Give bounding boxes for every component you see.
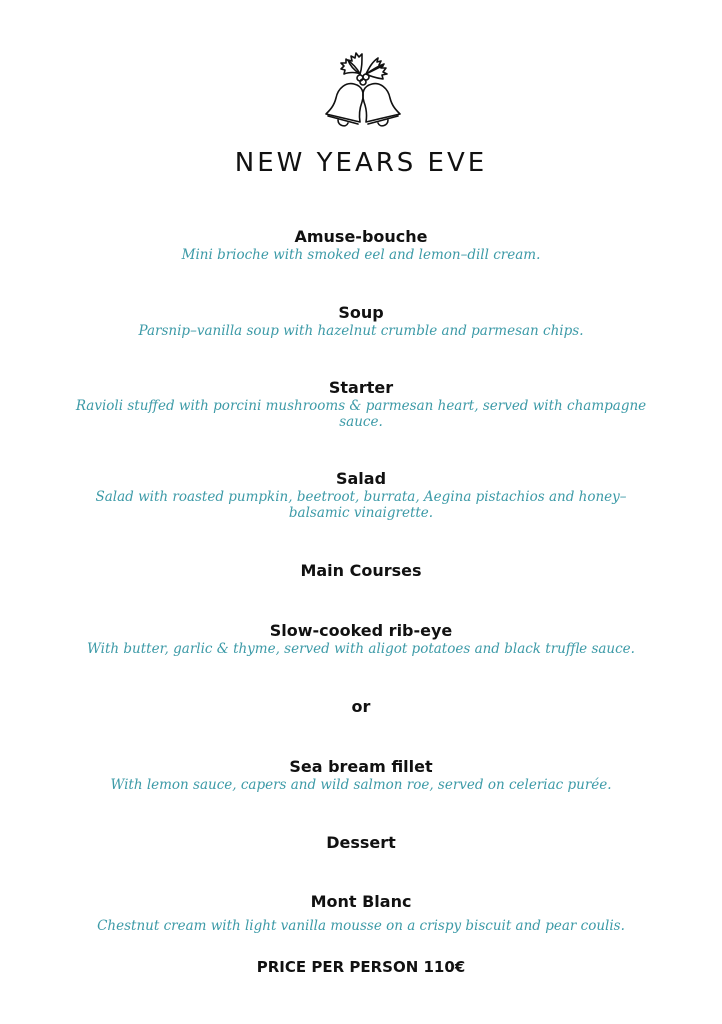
or-separator: or [351,697,371,716]
course-sea-bream [70,757,652,793]
course-description: With butter, garlic & thyme, served with aligot potatoes and black truffle sauce. [87,641,635,657]
course-starter [70,378,652,430]
course-name: Mont Blanc [310,892,412,911]
course-description: Mini brioche with smoked eel and lemon–dill cream. [181,247,541,263]
course-name: Slow-cooked rib-eye [269,621,453,640]
course-description: With lemon sauce, capers and wild salmon roe, served on celeriac purée. [110,777,612,793]
course-name: Starter [328,378,394,397]
section-main-courses: Main Courses [300,561,422,580]
course-description: Chestnut cream with light vanilla mousse on a crispy biscuit and pear coulis. [97,918,625,934]
section-dessert: Dessert [326,833,396,852]
menu-title: NEW YEARS EVE [234,148,488,178]
course-mont-blanc [70,892,652,934]
course-soup [70,303,652,339]
course-amuse-bouche [70,227,652,263]
course-name: Soup [338,303,384,322]
course-salad [70,469,652,521]
course-name: Sea bream fillet [289,757,433,776]
christmas-bells-holly-icon [314,46,410,130]
course-description: Parsnip–vanilla soup with hazelnut crumble and parmesan chips. [138,323,584,339]
course-description: Salad with roasted pumpkin, beetroot, burrata, Aegina pistachios and honey–balsamic vinaigrette. [95,489,627,521]
course-description: Ravioli stuffed with porcini mushrooms & parmesan heart, served with champagne sauce. [75,398,647,430]
course-ribeye [70,621,652,657]
course-name: Salad [335,469,387,488]
price-per-person: PRICE PER PERSON 110€ [256,958,466,976]
course-name: Amuse-bouche [294,227,428,246]
